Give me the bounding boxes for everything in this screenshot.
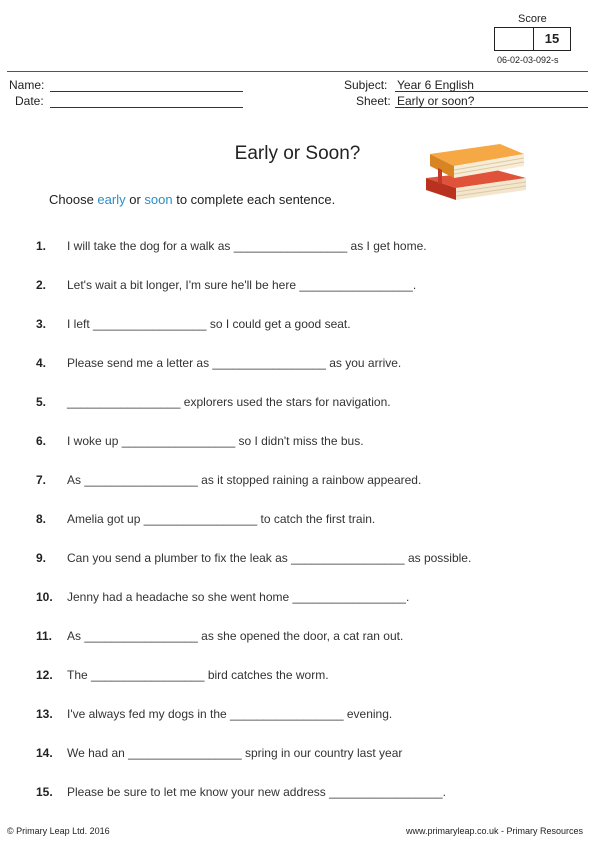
question-item: 4. Please send me a letter as _________________ as you arrive.: [36, 356, 402, 370]
page-title: Early or Soon?: [234, 143, 361, 164]
books-icon: [420, 128, 532, 210]
header-divider: [7, 71, 588, 72]
website-link[interactable]: www.primaryleap.co.uk - Primary Resources: [405, 826, 583, 836]
answer-blank[interactable]: _________________: [291, 551, 405, 565]
answer-blank[interactable]: _________________: [84, 473, 198, 487]
answer-blank[interactable]: _________________: [292, 590, 406, 604]
answer-blank[interactable]: _________________: [233, 239, 348, 253]
question-item: 3. I left _________________ so I could get a good seat.: [36, 317, 351, 331]
question-item: 1. I will take the dog for a walk as _________________ as I get home.: [36, 239, 427, 253]
answer-blank[interactable]: _________________: [121, 434, 236, 448]
score-entry-field[interactable]: [495, 28, 534, 50]
keyword-soon: soon: [144, 192, 173, 207]
subject-value: Year 6 English: [397, 78, 474, 92]
subject-label: Subject:: [344, 78, 388, 92]
question-item: 14. We had an _________________ spring in our country last year: [36, 746, 403, 760]
question-item: 15. Please be sure to let me know your new address _________________.: [36, 785, 446, 799]
name-label: Name:: [9, 78, 45, 92]
answer-blank[interactable]: _________________: [230, 707, 344, 721]
score-box: [494, 27, 571, 51]
name-field[interactable]: [50, 91, 243, 92]
date-field[interactable]: [50, 107, 243, 108]
question-item: 7. As _________________ as it stopped raining a rainbow appeared.: [36, 473, 422, 487]
sheet-underline: [395, 107, 588, 108]
answer-blank[interactable]: _________________: [212, 356, 326, 370]
question-item: 9. Can you send a plumber to fix the leak as _________________ as possible.: [36, 551, 472, 565]
subject-underline: [395, 91, 588, 92]
score-label: Score: [518, 13, 547, 25]
question-item: 6. I woke up _________________ so I didn't miss the bus.: [36, 434, 364, 448]
question-item: 11. As _________________ as she opened the door, a cat ran out.: [36, 629, 404, 643]
question-item: 13. I've always fed my dogs in the _________________ evening.: [36, 707, 393, 721]
answer-blank[interactable]: _________________: [91, 668, 205, 682]
answer-blank[interactable]: _________________: [143, 512, 258, 526]
worksheet-code: 06-02-03-092-s: [497, 55, 559, 65]
answer-blank[interactable]: _________________: [329, 785, 443, 799]
question-item: 12. The _________________ bird catches the worm.: [36, 668, 329, 682]
score-total: 15: [544, 31, 560, 46]
question-item: 2. Let's wait a bit longer, I'm sure he'll be here _________________.: [36, 278, 417, 292]
answer-blank[interactable]: _________________: [299, 278, 413, 292]
copyright: © Primary Leap Ltd. 2016: [7, 826, 110, 836]
keyword-early: early: [97, 192, 126, 207]
sheet-value: Early or soon?: [397, 94, 475, 108]
question-item: 10. Jenny had a headache so she went home _________________.: [36, 590, 410, 604]
sheet-label: Sheet:: [356, 94, 391, 108]
answer-blank[interactable]: _________________: [93, 317, 207, 331]
date-label: Date:: [15, 94, 44, 108]
answer-blank[interactable]: _________________: [84, 629, 198, 643]
answer-blank[interactable]: _________________: [128, 746, 242, 760]
question-item: 8. Amelia got up _________________ to catch the first train.: [36, 512, 376, 526]
answer-blank[interactable]: _________________: [67, 395, 181, 409]
question-item: 5. _________________ explorers used the stars for navigation.: [36, 395, 391, 409]
instruction: Choose early or soon to complete each sentence.: [49, 192, 336, 207]
